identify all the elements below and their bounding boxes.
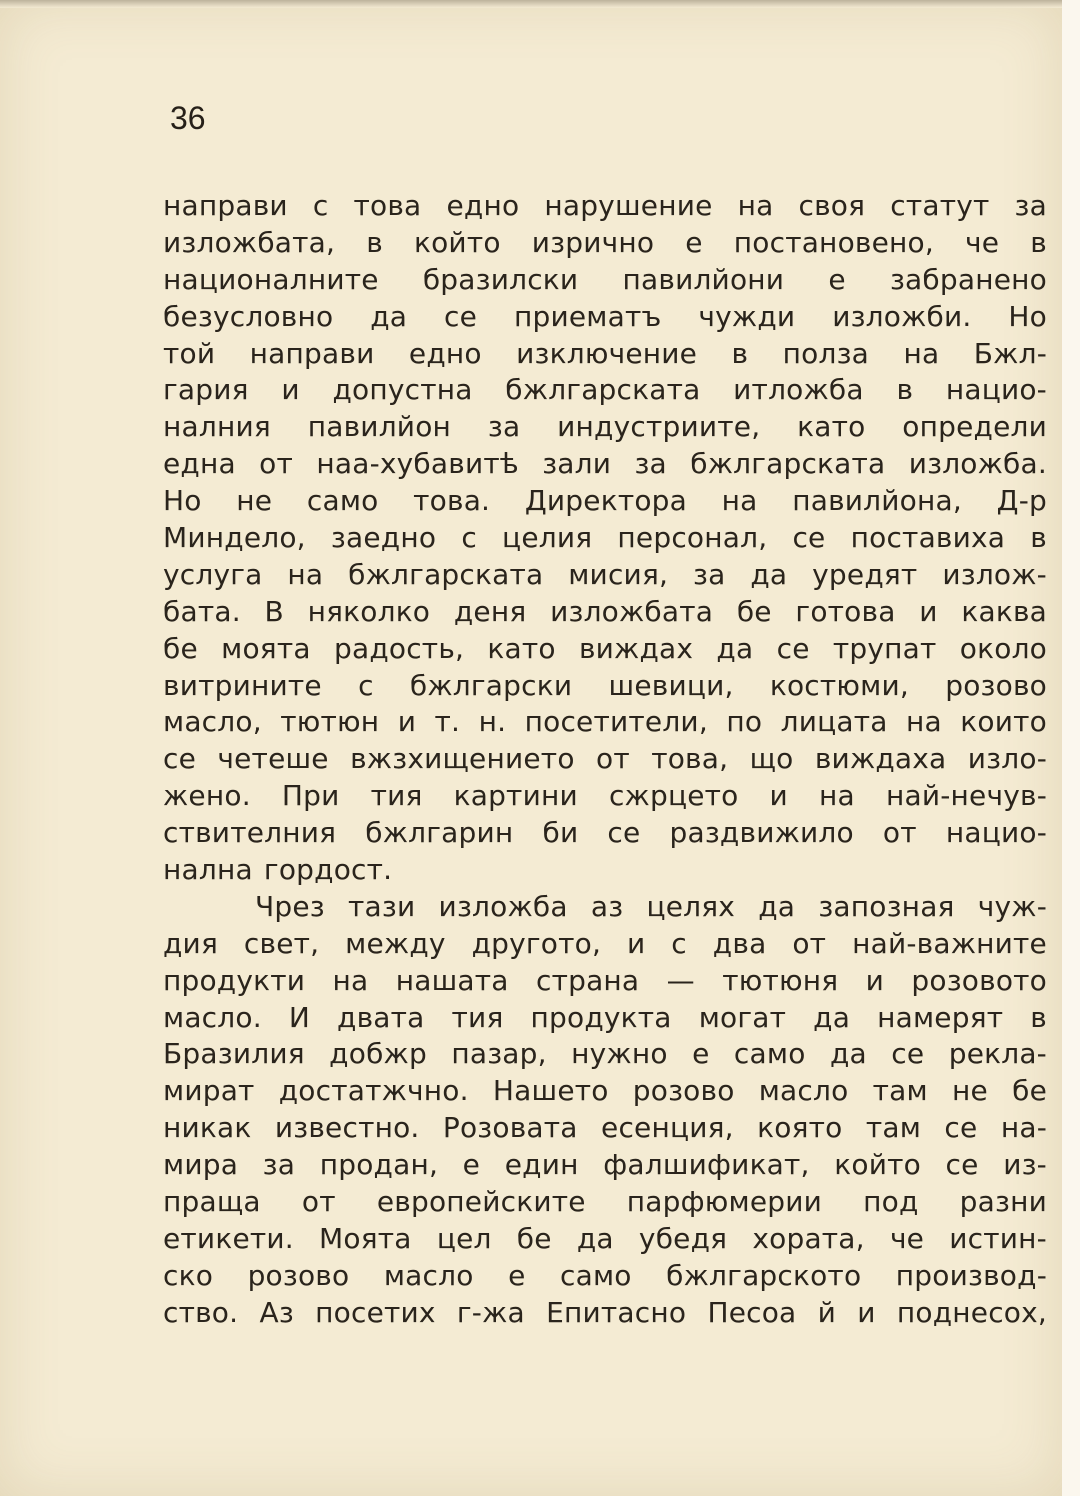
- text-line: дия свет, между другото, и с два от най-важните: [163, 926, 1047, 960]
- text-line: жено. При тия картини сжрцето и на най-нечув-: [163, 779, 1047, 813]
- text-line: направи с това едно нарушение на своя статут за: [163, 189, 1047, 222]
- body-text: [163, 188, 1047, 1332]
- text-line: праща от европейските парфюмерии под разни: [163, 1185, 1047, 1219]
- text-line: Бразилия добжр пазар, нужно е само да се рекла-: [163, 1037, 1047, 1071]
- page-right-margin: [1062, 0, 1080, 1496]
- text-line: мират достатжчно. Нашето розово масло там не бе: [163, 1074, 1047, 1108]
- text-line: Но не само това. Директора на павилйона, Д-р: [163, 484, 1047, 518]
- text-line: нална гордост.: [163, 853, 393, 887]
- text-line: етикети. Моята цел бе да убедя хората, че истин-: [163, 1221, 1047, 1255]
- text-line: ско розово масло е само бжлгарското производ-: [163, 1258, 1047, 1292]
- text-line: продукти на нашата страна — тютюня и розовото: [163, 963, 1047, 997]
- text-line: масло, тютюн и т. н. посетители, по лицата на които: [163, 705, 1047, 739]
- text-line: витрините с бжлгарски шевици, костюми, розово: [163, 668, 1047, 702]
- text-line: националните бразилски павилйони е забранено: [163, 262, 1047, 296]
- paragraph-1: [163, 188, 1047, 889]
- text-line: ствителния бжлгарин би се раздвижило от нацио-: [163, 816, 1047, 850]
- text-line: никак известно. Розовата есенция, която там се на-: [163, 1111, 1047, 1145]
- paragraph-2: [163, 889, 1047, 1332]
- text-line: той направи едно изключение в полза на Бжл-: [163, 336, 1047, 370]
- text-line: Миндело, заедно с целия персонал, се поставиха в: [163, 521, 1047, 555]
- text-line: се четеше вжзхищението от това, що виждаха изло-: [163, 742, 1047, 776]
- text-line: ство. Аз посетих г-жа Епитасно Песоа й и поднесох,: [163, 1295, 1047, 1329]
- page-top-edge: [0, 0, 1062, 8]
- page-number: 36: [170, 100, 206, 136]
- text-line: Чрез тази изложба аз целях да запозная чуж-: [255, 889, 1047, 923]
- text-line: изложбата, в който изрично е постановено, че в: [163, 225, 1047, 259]
- text-line: масло. И двата тия продукта могат да намерят в: [163, 1000, 1047, 1034]
- text-line: услуга на бжлгарската мисия, за да уредят излож-: [163, 557, 1047, 591]
- text-line: една от наа-хубавитѣ зали за бжлгарската изложба.: [163, 447, 1047, 481]
- text-line: налния павилйон за индустриите, като определи: [163, 410, 1047, 444]
- text-line: бата. В няколко деня изложбата бе готова и каква: [163, 594, 1047, 628]
- text-line: гария и допустна бжлгарската итложба в нацио-: [163, 373, 1047, 407]
- text-line: мира за продан, е един фалшификат, който се из-: [163, 1148, 1047, 1182]
- text-line: безусловно да се приематъ чужди изложби. Но: [163, 299, 1047, 333]
- text-line: бе моята радость, като виждах да се трупат около: [163, 631, 1047, 665]
